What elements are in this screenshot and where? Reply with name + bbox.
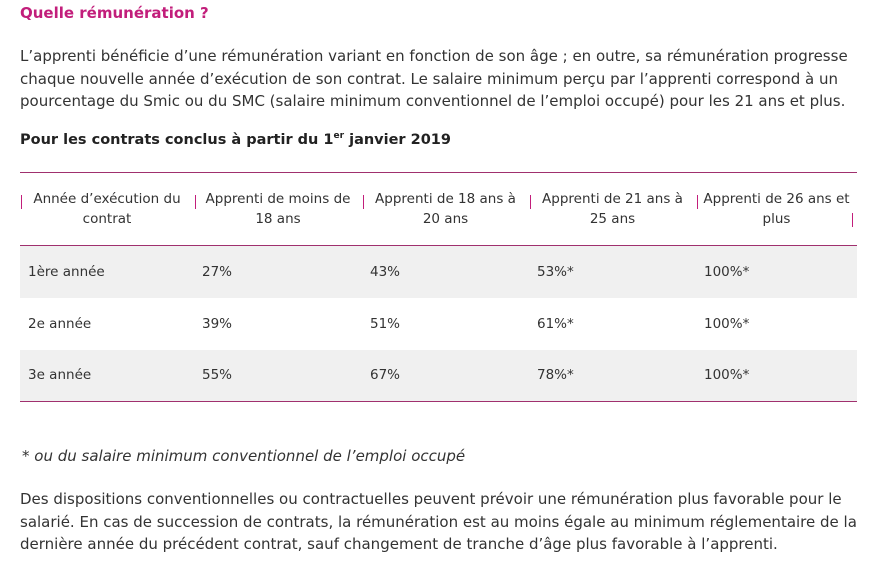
year-cell: 1ère année [28, 263, 105, 280]
rate-cell: 100%* [704, 367, 750, 384]
rate-cell: 55% [202, 367, 233, 384]
rate-cell: 51% [370, 315, 401, 332]
rate-cell: 53%* [537, 263, 574, 280]
remuneration-table [20, 172, 857, 402]
table-row [20, 350, 857, 402]
year-cell: 3e année [28, 367, 92, 384]
year-cell: 2e année [28, 315, 92, 332]
column-separator [363, 195, 364, 209]
column-separator [530, 195, 531, 209]
header-cell-under-18: Apprenti de moins de 18 ans [194, 173, 362, 246]
table-row [20, 298, 857, 350]
table-header [20, 173, 857, 246]
header-cell-26-plus: Apprenti de 26 ans et plus [696, 173, 857, 246]
subtitle-date: janvier 2019 [344, 131, 451, 148]
rate-cell: 78%* [537, 367, 574, 384]
column-separator [195, 195, 196, 209]
column-separator [852, 213, 853, 227]
rate-cell: 43% [370, 263, 401, 280]
intro-paragraph: L’apprenti bénéficie d’une rémunération variant en fonction de son âge ; en outre, sa rémunération progresse chaque nouvelle année d’exécution de son contrat. Le salaire minimum perçu par l’apprenti correspond à un pourcentage du Smic ou du SMC (salaire minimum conventionnel de l’emploi occupé) pour les 21 ans et plus. [20, 47, 848, 110]
table-body [20, 246, 857, 402]
rate-cell: 100%* [704, 315, 750, 332]
subtitle-text: Pour les contrats conclus à partir du 1 [20, 131, 334, 148]
rate-cell: 67% [370, 367, 401, 384]
rate-cell: 39% [202, 315, 233, 332]
footnote: * ou du salaire minimum conventionnel de l’emploi occupé [22, 447, 466, 465]
header-cell-21-25: Apprenti de 21 ans à 25 ans [529, 173, 696, 246]
table-row [20, 246, 857, 298]
header-cell-year: Année d’exécution du contrat [20, 173, 194, 246]
rate-cell: 100%* [704, 263, 750, 280]
column-separator [697, 195, 698, 209]
header-cell-18-20: Apprenti de 18 ans à 20 ans [362, 173, 529, 246]
table-subtitle [20, 131, 451, 148]
section-title: Quelle rémunération ? [20, 4, 209, 22]
header-row [20, 173, 857, 246]
column-separator [21, 195, 22, 209]
subtitle-superscript: er [333, 131, 345, 141]
closing-paragraph: Des dispositions conventionnelles ou contractuelles peuvent prévoir une rémunération plus favorable pour le salarié. En cas de succession de contrats, la rémunération est au moins égale au minimum réglementaire de la dernière année du précédent contrat, sauf changement de tranche d’âge plus favorable à l’apprenti. [20, 490, 857, 553]
rate-cell: 61%* [537, 315, 574, 332]
rate-cell: 27% [202, 263, 233, 280]
